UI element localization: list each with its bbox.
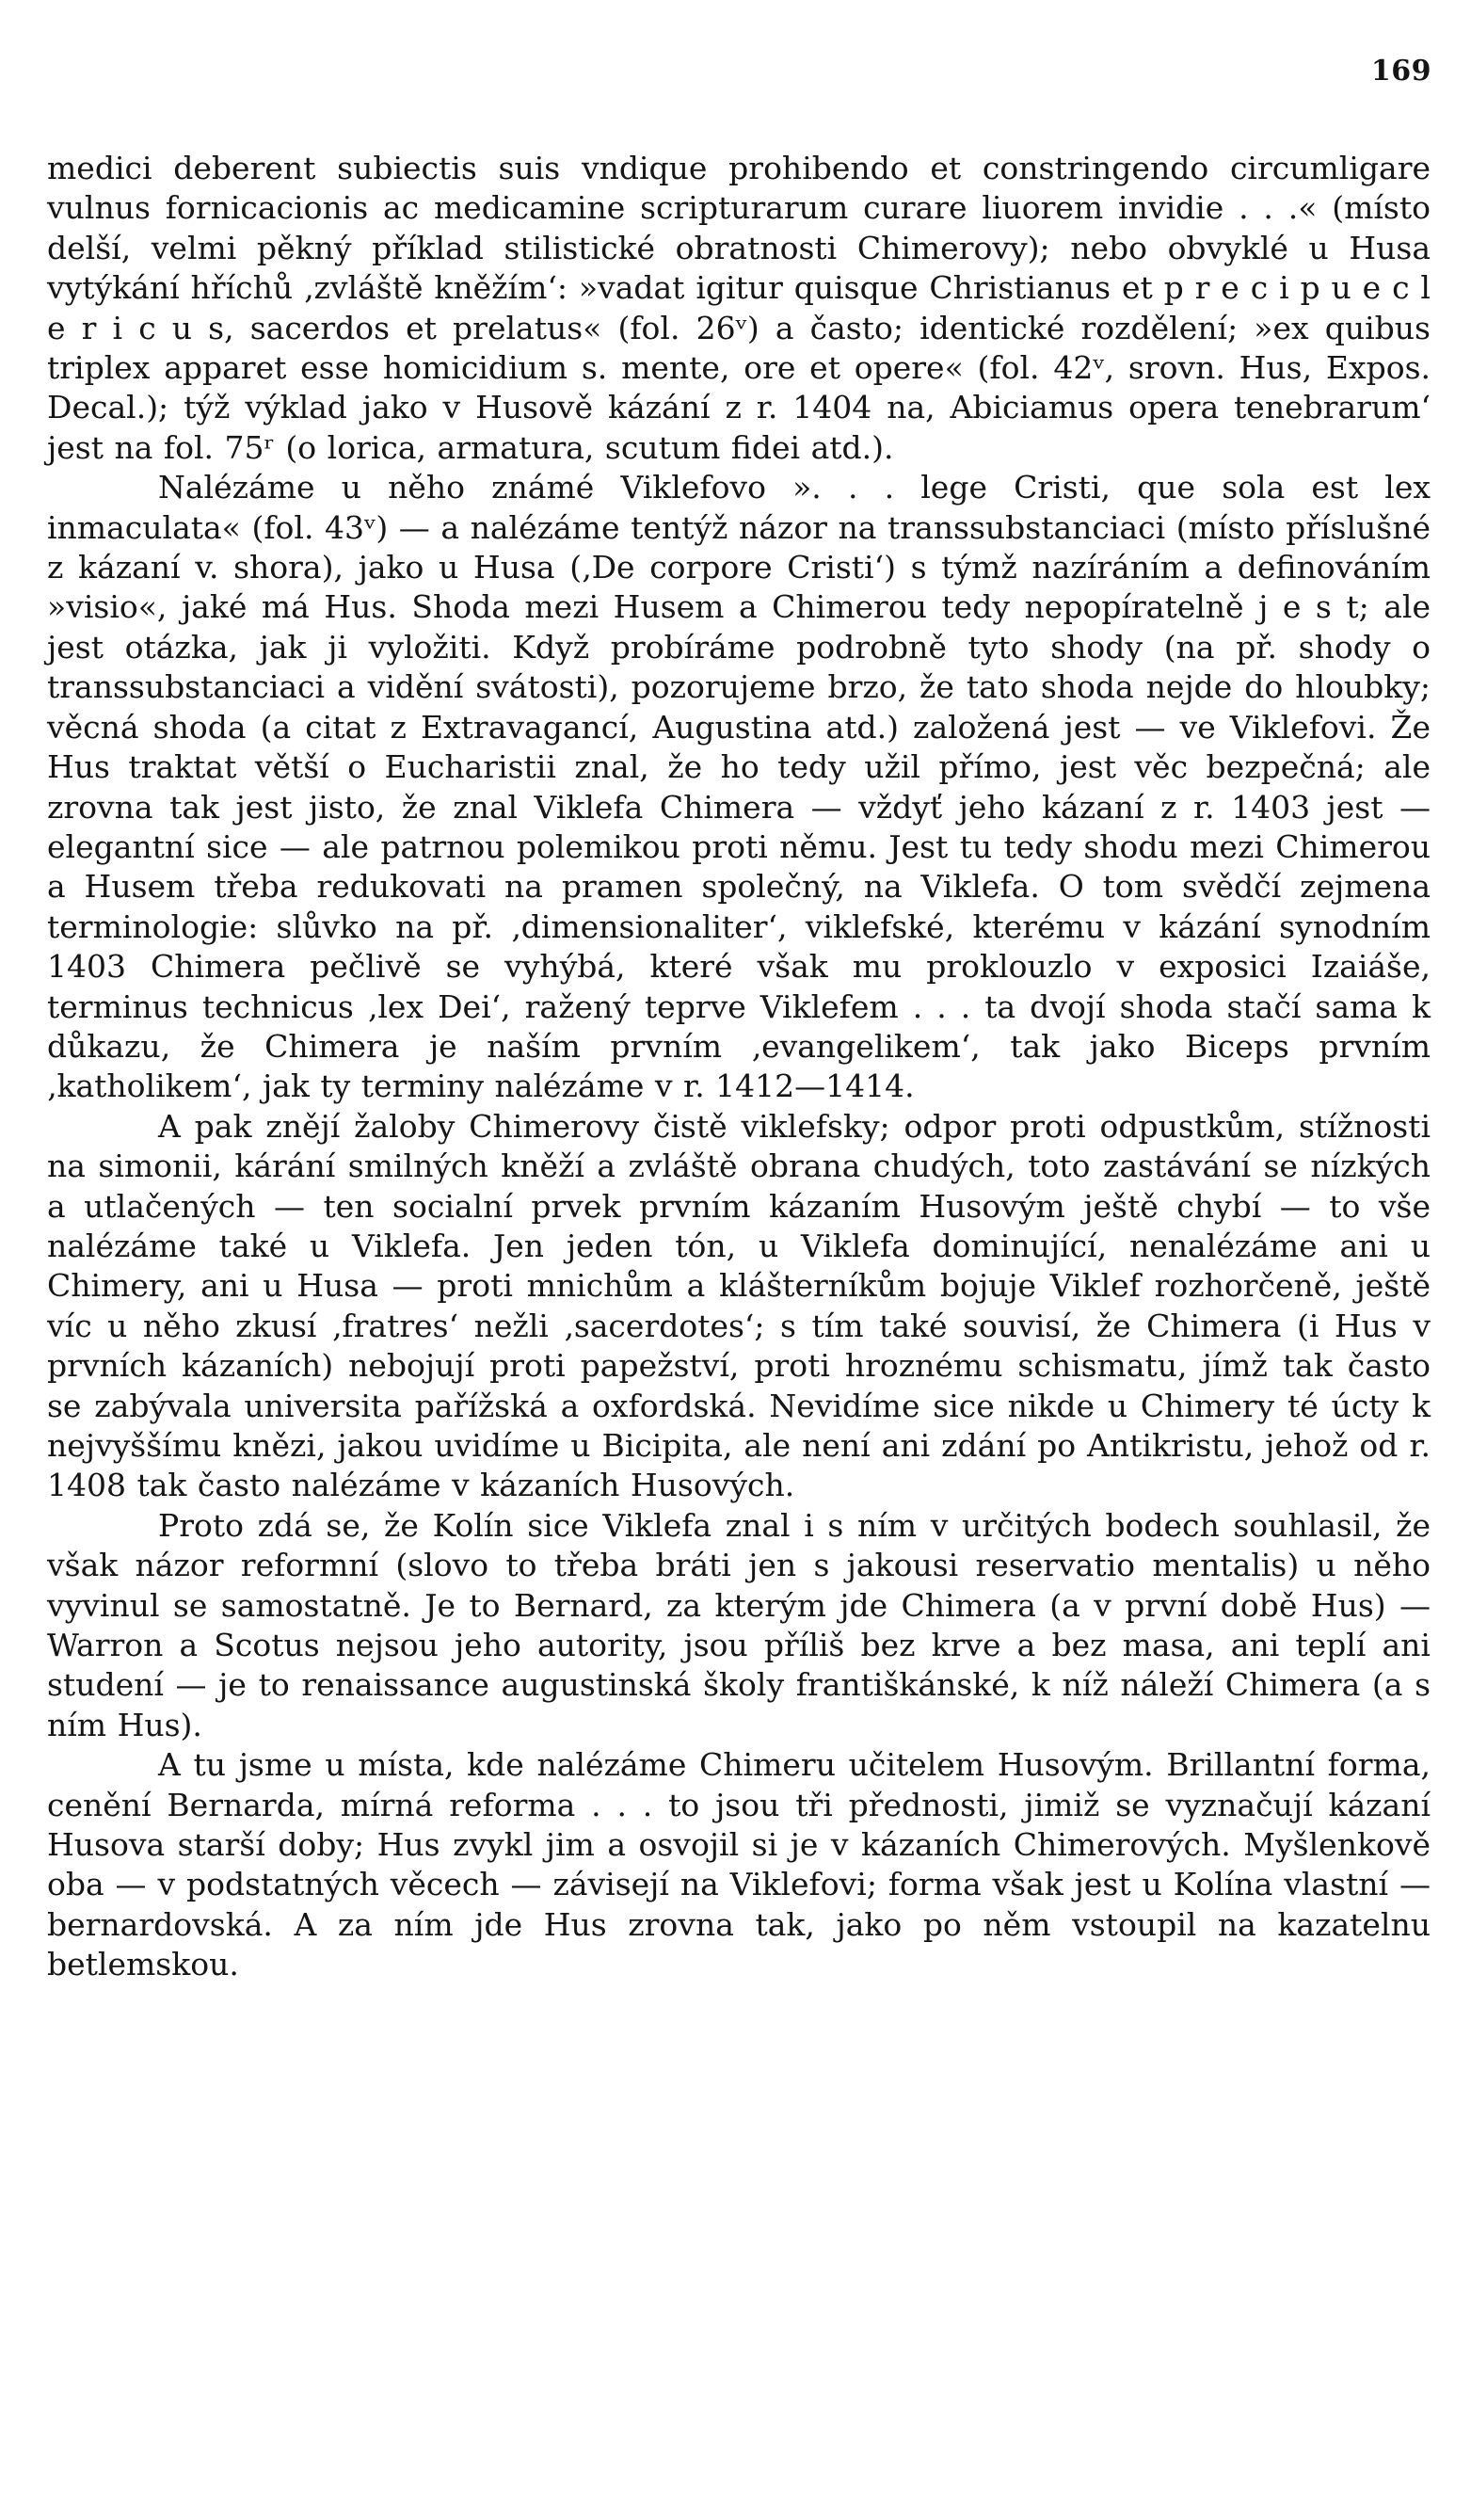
- paragraph-chimera-teacher: A tu jsme u místa, kde nalézáme Chimeru učitelem Husovým. Brillantní forma, cenění Bernarda, mírná reforma . . . to jsou tři přednosti, jimiž se vyznačují kázaní Husova starší doby; Hus zvykl jim a osvojil si je v kázaních Chimerových. Myšlenkově oba — v podstatných věcech — závisejí na Viklefovi; forma však jest u Kolína vlastní — bernardovská. A za ním jde Hus zrovna tak, jako po něm vstoupil na kazatelnu betlemskou.: [47, 1746, 1431, 1983]
- paragraph-kolin-reform: Proto zdá se, že Kolín sice Viklefa znal i s ním v určitých bodech souhlasil, že však názor reformní (slovo to třeba bráti jen s jakousi reservatio mentalis) u něho vyvinul se samostatně. Je to Bernard, za kterým jde Chimera (a v první době Hus) — Warron a Scotus nejsou jeho autority, jsou příliš bez krve a bez masa, ani teplí ani studení — je to renaissance augustinská školy františkánské, k níž náleží Chimera (a s ním Hus).: [47, 1506, 1431, 1743]
- page-number: 169: [1370, 55, 1431, 88]
- paragraph-wyclif-agreement: Nalézáme u něho známé Viklefovo ». . . lege Cristi, que sola est lex inmaculata« (fol. 43ᵛ) — a nalézáme tentýž názor na transsubstanciaci (místo příslušné z kázaní v. shora), jako u Husa (‚De corpore Cristi‘) s týmž nazíráním a definováním »visio«, jaké má Hus. Shoda mezi Husem a Chimerou tedy nepopíratelně j e s t; ale jest otázka, jak ji vyložiti. Když probíráme podrobně tyto shody (na př. shody o transsubstanciaci a vidění svátosti), pozorujeme brzo, že tato shoda nejde do hloubky; věcná shoda (a citat z Extravagancí, Augustina atd.) založená jest — ve Viklefovi. Že Hus traktat větší o Eucharistii znal, že ho tedy užil přímo, jest věc bezpečná; ale zrovna tak jest jisto, že znal Viklefa Chimera — vždyť jeho kázaní z r. 1403 jest — elegantní sice — ale patrnou polemikou proti němu. Jest tu tedy shodu mezi Chimerou a Husem třeba redukovati na pramen společný, na Viklefa. O tom svědčí zejmena terminologie: slůvko na př. ‚dimensionaliter‘, viklefské, kterému v kázání synodním 1403 Chimera pečlivě se vyhýbá, které však mu proklouzlo v exposici Izaiáše, terminus technicus ‚lex Dei‘, ražený teprve Viklefem . . . ta dvojí shoda stačí sama k důkazu, že Chimera je naším prvním ‚evangelikem‘, tak jako Biceps prvním ‚katholikem‘, jak ty terminy nalézáme v r. 1412—1414.: [47, 469, 1431, 1105]
- paragraph-continuation: medici deberent subiectis suis vndique prohibendo et constringendo circumligare vulnus fornicacionis ac medicamine scripturarum curare liuorem invidie . . .« (místo delší, velmi pěkný příklad stilistické obratnosti Chimerovy); nebo obvyklé u Husa vytýkání hříchů ‚zvláště kněžím‘: »vadat igitur quisque Christianus et p r e c i p u e c l e r i c u s, sacerdos et prelatus« (fol. 26ᵛ) a často; identické rozdělení; »ex quibus triplex apparet esse homicidium s. mente, ore et opere« (fol. 42ᵛ, srovn. Hus, Expos. Decal.); týž výklad jako v Husově kázání z r. 1404 na, Abiciamus opera tenebrarum‘ jest na fol. 75ʳ (o lorica, armatura, scutum fidei atd.).: [47, 150, 1431, 466]
- body-text: [47, 149, 1431, 1985]
- paragraph-chimera-complaints: A pak znějí žaloby Chimerovy čistě viklefsky; odpor proti odpustkům, stížnosti na simonii, kárání smilných kněží a zvláště obrana chudých, toto zastávání se nízkých a utlačených — ten socialní prvek prvním kázaním Husovým ještě chybí — to vše nalézáme také u Viklefa. Jen jeden tón, u Viklefa dominující, nenalézáme ani u Chimery, ani u Husa — proti mnichům a klášterníkům bojuje Viklef rozhorčeně, ještě víc u něho zkusí ‚fratres‘ nežli ‚sacerdotes‘; s tím také souvisí, že Chimera (i Hus v prvních kázaních) nebojují proti papežství, proti hroznému schismatu, jímž tak často se zabývala universita pařížská a oxfordská. Nevidíme sice nikde u Chimery té úcty k nejvyššímu knězi, jakou uvidíme u Bicipita, ale není ani zdání po Antikristu, jehož od r. 1408 tak často nalézáme v kázaních Husových.: [47, 1107, 1431, 1504]
